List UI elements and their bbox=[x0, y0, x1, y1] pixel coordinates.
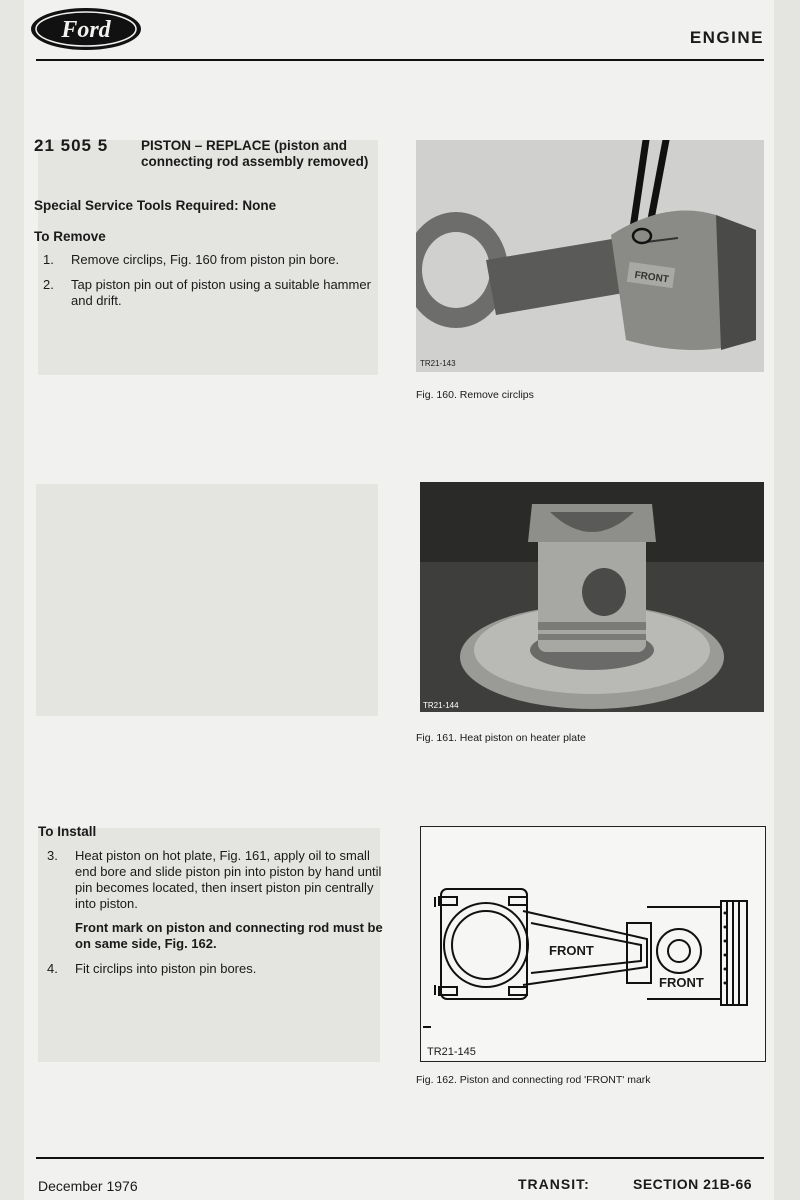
page-edge-left bbox=[0, 0, 24, 1200]
fig-161-illustration bbox=[420, 482, 764, 712]
fig-162-label-piston: FRONT bbox=[659, 975, 704, 990]
fig-162-label-rod: FRONT bbox=[549, 943, 594, 958]
section-title: PISTON – REPLACE (piston and connecting rod assembly removed) bbox=[141, 138, 369, 169]
header-rule bbox=[36, 59, 764, 61]
remove-heading: To Remove bbox=[34, 229, 106, 244]
step-text: Tap piston pin out of piston using a suitable hammer and drift. bbox=[71, 277, 371, 308]
show-through-left-2 bbox=[36, 484, 378, 716]
fig-161-id: TR21-144 bbox=[423, 701, 459, 710]
step-text: Fit circlips into piston pin bores. bbox=[75, 961, 257, 976]
remove-steps bbox=[34, 252, 384, 318]
fig-162-diagram bbox=[420, 826, 766, 1062]
footer-model: TRANSIT: bbox=[518, 1176, 590, 1192]
step-number: 2. bbox=[43, 277, 54, 292]
fig-160-photo bbox=[416, 140, 764, 372]
step-1 bbox=[34, 252, 384, 268]
install-steps bbox=[38, 848, 388, 986]
ford-logo-text: Ford bbox=[61, 17, 111, 43]
install-heading: To Install bbox=[38, 824, 97, 839]
step-text: Heat piston on hot plate, Fig. 161, apply oil to small end bore and slide piston pin into piston by hand until pin becomes located, then insert piston pin centrally into piston. bbox=[75, 848, 382, 911]
step-2 bbox=[34, 277, 384, 309]
step-3 bbox=[38, 848, 388, 952]
step-number: 1. bbox=[43, 252, 54, 267]
fig-160-id: TR21-143 bbox=[420, 359, 456, 368]
fig-161-photo bbox=[420, 482, 764, 712]
fig-160-caption: Fig. 160. Remove circlips bbox=[416, 389, 534, 401]
step-number: 4. bbox=[47, 961, 58, 976]
section-number: 21 505 5 bbox=[34, 136, 109, 155]
step-4 bbox=[38, 961, 388, 977]
fig-160-piston-mark: FRONT bbox=[633, 269, 670, 286]
fig-160-illustration bbox=[416, 140, 764, 372]
step-number: 3. bbox=[47, 848, 58, 863]
fig-162-id: TR21-145 bbox=[427, 1046, 476, 1058]
front-mark-note: Front mark on piston and connecting rod must be on same side, Fig. 162. bbox=[75, 920, 383, 951]
step-text: Remove circlips, Fig. 160 from piston pin bore. bbox=[71, 252, 340, 267]
footer-date: December 1976 bbox=[38, 1178, 138, 1194]
page-edge-right bbox=[774, 0, 800, 1200]
footer-rule bbox=[36, 1157, 764, 1159]
fig-162-caption: Fig. 162. Piston and connecting rod 'FRONT' mark bbox=[416, 1074, 651, 1086]
footer-section: SECTION 21B-66 bbox=[633, 1176, 753, 1192]
fig-161-caption: Fig. 161. Heat piston on heater plate bbox=[416, 732, 586, 744]
ford-logo bbox=[30, 7, 142, 51]
header-title: ENGINE bbox=[689, 28, 764, 47]
special-tools-line: Special Service Tools Required: None bbox=[34, 198, 277, 213]
